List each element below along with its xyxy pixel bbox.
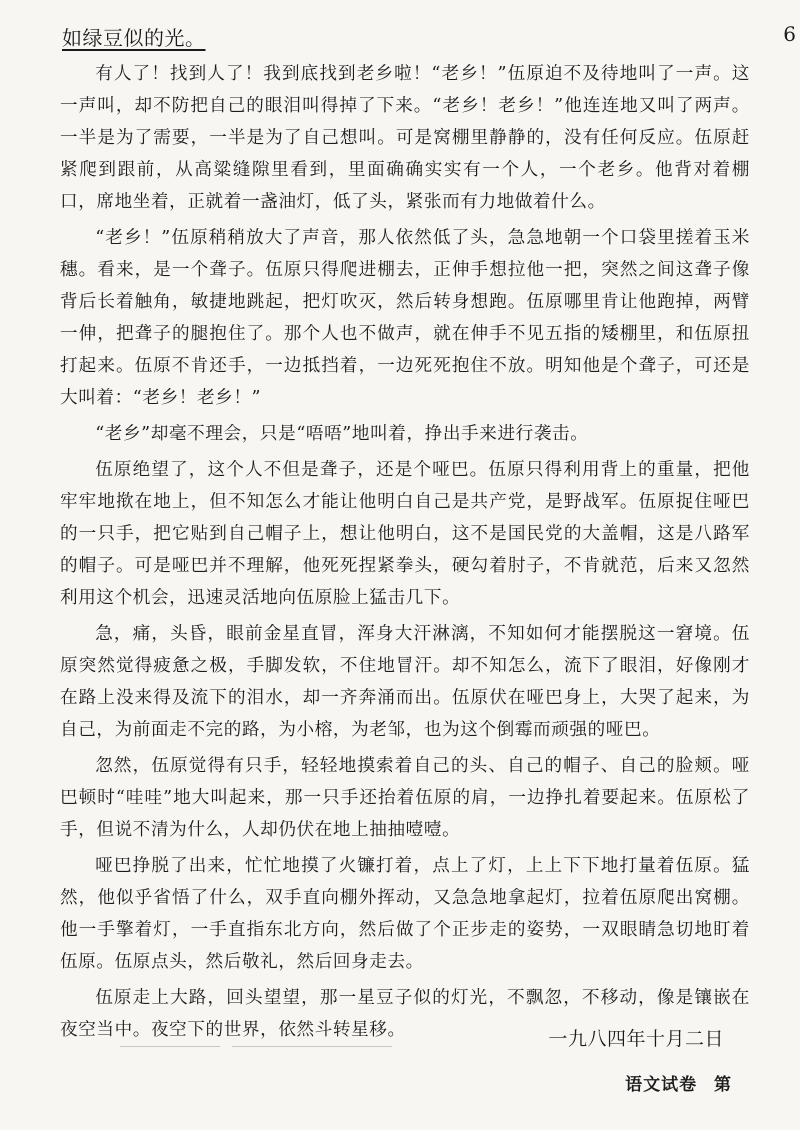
paragraph: 哑巴挣脱了出来，忙忙地摸了火镰打着，点上了灯，上上下下地打量着伍原。猛然，他似乎省悟了什么，双手直向棚外挥动，又急急地拿起灯，拉着伍原爬出窝棚。他一手擎着灯，一手直指东北方向，然后做了个正步走的姿势，一双眼睛急切地盯着伍原。伍原点头，然后敬礼，然后回身走去。	[60, 856, 750, 972]
paragraph: 伍原绝望了，这个人不但是聋子，还是个哑巴。伍原只得利用背上的重量，把他牢牢地揿在地上，但不知怎么才能让他明白自己是共产党，是野战军。伍原捉住哑巴的一只手，把它贴到自己帽子上，想让他明白，这不是国民党的大盖帽，这是八路军的帽子。可是哑巴并不理解，他死死捏紧拳头，硬勾着肘子，不肯就范，后来又忽然利用这个机会，迅速灵活地向伍原脸上猛击几下。	[60, 460, 750, 608]
scan-artifact-line	[120, 1046, 220, 1047]
story-date: 一九八四年十月二日	[548, 1028, 724, 1050]
scan-artifact-line	[232, 1046, 392, 1047]
story-body	[60, 58, 750, 1050]
continued-line: 如绿豆似的光。	[62, 26, 206, 50]
paragraph: 有人了！找到人了！我到底找到老乡啦！“老乡！”伍原迫不及待地叫了一声。这一声叫，却不防把自己的眼泪叫得掉了下来。“老乡！老乡！”他连连地又叫了两声。一半是为了需要，一半是为了自己想叫。可是窝棚里静静的，没有任何反应。伍原赶紧爬到跟前，从高粱缝隙里看到，里面确确实实有一个人，一个老乡。他背对着棚口，席地坐着，正就着一盏油灯，低了头，紧张而有力地做着什么。	[60, 64, 750, 212]
page-mark: 第	[714, 1075, 732, 1095]
paragraph: 忽然，伍原觉得有只手，轻轻地摸索着自己的头、自己的帽子、自己的脸颊。哑巴顿时“哇哇”地大叫起来，那一只手还抬着伍原的肩，一边挣扎着要起来。伍原松了手，但说不清为什么，人却仍伏在地上抽抽噎噎。	[60, 756, 750, 840]
footer-label	[625, 1070, 732, 1095]
paragraph: 急，痛，头昏，眼前金星直冒，浑身大汗淋漓，不知如何才能摆脱这一窘境。伍原突然觉得疲惫之极，手脚发软，不住地冒汗。却不知怎么，流下了眼泪，好像刚才在路上没来得及流下的泪水，却一齐奔涌而出。伍原伏在哑巴身上，大哭了起来，为自己，为前面走不完的路，为小榕，为老邹，也为这个倒霉而顽强的哑巴。	[60, 624, 750, 740]
paragraph: “老乡！”伍原稍稍放大了声音，那人依然低了头，急急地朝一个口袋里搓着玉米穗。看来，是一个聋子。伍原只得爬进棚去，正伸手想拉他一把，突然之间这聋子像背后长着触角，敏捷地跳起，把灯吹灭，然后转身想跑。伍原哪里肯让他跑掉，两臂一伸，把聋子的腿抱住了。那个人也不做声，就在伸手不见五指的矮棚里，和伍原扭打起来。伍原不肯还手，一边抵挡着，一边死死抱住不放。明知他是个聋子，可还是大叫着：“老乡！老乡！”	[60, 228, 750, 408]
exam-label: 语文试卷	[625, 1075, 698, 1095]
paragraph: 伍原走上大路，回头望望，那一星豆子似的灯光，不飘忽，不移动，像是镶嵌在夜空当中。夜空下的世界，依然斗转星移。	[60, 988, 750, 1040]
paragraph: “老乡”却毫不理会，只是“唔唔”地叫着，挣出手来进行袭击。	[95, 424, 589, 444]
page-number: 6	[783, 22, 796, 46]
